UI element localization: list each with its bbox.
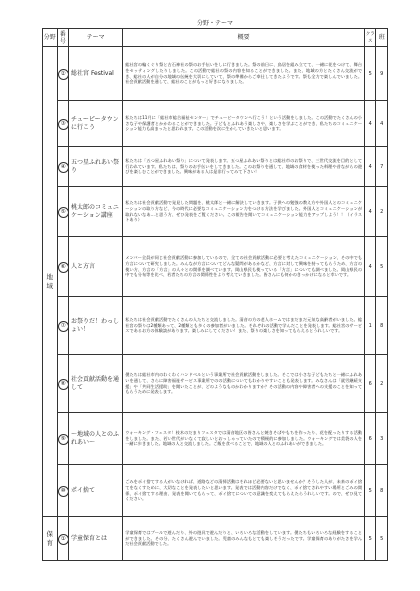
row-count: 9 — [376, 47, 388, 101]
header-row — [43, 29, 388, 47]
row-number: ④ — [58, 162, 69, 173]
row-number: ⑩ — [58, 486, 69, 497]
header-count: 班 — [376, 29, 388, 47]
row-theme: お祭りだ！わっしょい！ — [69, 297, 123, 355]
row-theme: チューピータウンに行こう — [69, 101, 123, 147]
row-theme: 総社宮 Festival — [69, 47, 123, 101]
row-number: ⑤ — [58, 207, 69, 218]
row-class: 5 — [365, 47, 376, 101]
row-class: 6 — [365, 413, 376, 465]
row-summary: ウォーキング・フェスタ！枝木のだまりフェスタでは清音地区の皆さんと焼きそばやもちを作ったり、花を配ったりする活動をしました。また、若い世代がいなくて寂しいとおっしゃっていたので積極的に参加しました。ウォーキングでは美袋の人を一緒に歩きました。地域の人と交流しました。ご飯を食べることで、地域の人とのふれあいができました。 — [123, 413, 365, 465]
row-class: 5 — [365, 465, 376, 517]
row-summary: 私たちは社会貢献活動で発見した問題を、桃太郎と一緒に解決していきます。子供への勉強の教え方や外国人とのコミュニケーションの取り方など、今の時代に必要なコミュニケーション力をつける方法を学びました。外国人とコミュニケーションが取れないなあ…と思う方、ぜひ発表をご覧ください。この報告を聞いてコミュニケーション能力をアップしよう！！（イラストあり） — [123, 187, 365, 237]
row-summary: 僕たちは総社市内のわくわくハンドベルという事業所で社会貢献活動をしました。そこでは小さな子どもたちと一緒にふれあいを通して、さらに障害福祉サービス事業所でのの活動についてもわかりやすいことも発表します。みなさんは「就労継続支援」や「共同生活援助」を聞いたことが、どのようなものかわかりますか？その活動の内容や障害者への支援のことを知ってもらうために発表します。 — [123, 355, 365, 413]
row-count: 5 — [376, 517, 388, 561]
row-theme: 桃太郎のコミュニケーション講座 — [69, 187, 123, 237]
row-class: 4 — [365, 101, 376, 147]
theme-table — [42, 28, 388, 561]
header-class: クラス — [365, 29, 376, 47]
table-row — [43, 101, 388, 147]
table-row — [43, 237, 388, 297]
header-theme: テーマ — [69, 29, 123, 47]
table-row — [43, 465, 388, 517]
row-class: 4 — [365, 187, 376, 237]
row-number: ⑧ — [58, 379, 69, 390]
row-class: 6 — [365, 355, 376, 413]
row-number: ① — [58, 534, 69, 545]
header-top-title: 分野・テーマ — [196, 20, 233, 27]
row-theme: 社会貢献活動を通して — [69, 355, 123, 413]
row-theme: ～地域の人とのふれあい～ — [69, 413, 123, 465]
row-summary: 学童保育ではプールで遊んだり、外の遊具で遊んだりと、いろいろな活動をしています。僕たちもいろいろな経験をすることができました。その分、たくさん遊んでいました。児童のみんなもとても楽しそうだったです。学童保育のありがたさを学んだ社会貢献活動でした。 — [123, 517, 365, 561]
row-count: 8 — [376, 297, 388, 355]
row-class: 4 — [365, 237, 376, 297]
table-row — [43, 47, 388, 101]
row-summary: ごみをポイ捨てする人がいなければ、道路などの清掃活動はそれほど必要ないと思いませんか？そうした人が、未来のポイ捨てをなくすために、大切なことを発表したいと思います。発表では活動内容だけでなく、ポイ捨てされやすい場所とごみの関係、ポイ捨てする理由、発表を聞いてもらって、ポイ捨てについての意識を変えてもらえたらうれしいです。ので、ぜひ見てください。 — [123, 465, 365, 517]
row-count: 3 — [376, 413, 388, 465]
header-field: 分野 — [43, 29, 58, 47]
table-row — [43, 517, 388, 561]
table-row — [43, 355, 388, 413]
table-row — [43, 297, 388, 355]
row-count: 4 — [376, 101, 388, 147]
row-number: ② — [58, 69, 69, 80]
row-theme: ポイ捨て — [69, 465, 123, 517]
header-summary: 概要 — [123, 29, 365, 47]
row-number: ⑨ — [58, 434, 69, 445]
document-page — [42, 20, 388, 578]
row-count: 8 — [376, 465, 388, 517]
field-cell-childcare: 保 育 — [43, 517, 58, 561]
row-number: ③ — [58, 119, 69, 130]
row-summary: 私たちは社会貢献活動でたくさんの人たちと交流しました。清音の方の老人ホームではまだまだ元気な高齢者がいました。総社宮の祭りは2種類あって、2種類とも多くの参加者がいました。それぞれの活動で学んだことを発表します。総社宮のサービスであるお方の体験談があります。楽しみにしてください！また、祭りの楽しさを知ってもらえるとうれしいです。 — [123, 297, 365, 355]
header-number: 番号 — [57, 29, 68, 47]
row-class: 5 — [365, 517, 376, 561]
row-count: 5 — [376, 237, 388, 297]
field-cell-region: 地 域 — [43, 47, 58, 517]
row-theme: 学童保育とは — [69, 517, 123, 561]
row-count: 2 — [376, 355, 388, 413]
table-row — [43, 187, 388, 237]
table-row — [43, 413, 388, 465]
row-class: 1 — [365, 297, 376, 355]
row-number: ⑥ — [58, 262, 69, 273]
table-row — [43, 147, 388, 187]
row-count: 2 — [376, 187, 388, 237]
row-summary: 総社宮の輪くぐり祭と古石神社の祭のお手伝いをしに行きました。祭の前日に、鳥居を組み立てて、一緒に花をつけて、舞台をセッティングしたりしました。この活動で総社の祭の内容を知ることができました。また、地域の方とたくさん交流ができ、総社の人が自分の地域の伝統を大切にしていて、祭の準備からご奉仕してきたようです。祭も全力で楽しんでいました。社会貢献活動を通して、総社のことがもっと好きになりました。 — [123, 47, 365, 101]
row-summary: メンバー全員が同じ社会貢献活動に参加しているので、全ての社会貢献活動に必要と考えたコミュニケーション、その中でも方言について研究しました。みんなが方言についてどんな疑問があるかなど、方言に対して興味を持ってもらうため、方言の使い方、方言の「方言」の人々との関係を調べています。岡山県民も使っている「方言」についても調べました。岡山県民の中でも分布等を比べ、若者たちの方言の関係性をより考えていきました。皆さんにも何かのきっかけになると幸いです。 — [123, 237, 365, 297]
row-summary: 私たちは11月に「総社市総合福祉センター」でチューピータウンへ行こう！という活動をしました。この活動でたくさんの小さな子や保護者とかかわることができました。子どもとふれあう楽しさや、楽しさを学ぶことができ、私たちのコミュニケーション能力も高まったと思われます。この活動を次に生かしていきたいと思います。 — [123, 101, 365, 147]
row-theme: 人と方言 — [69, 237, 123, 297]
row-count: 7 — [376, 147, 388, 187]
row-number: ⑦ — [58, 321, 69, 332]
row-summary: 私たちは「五つ星ふれあい祭り」について発表します。五つ星ふれあい祭りとは総社市のお祭りで、三世代交流を目的として行われています。私たちは、祭りのお手伝いをしてきました。このお祭りを通して、地域の食材を使った料理や昔ながらの遊びを楽しむことができました。興味がある人は是非行ってみて下さい！ — [123, 147, 365, 187]
row-theme: 五つ星ふれあい祭り — [69, 147, 123, 187]
row-class: 4 — [365, 147, 376, 187]
